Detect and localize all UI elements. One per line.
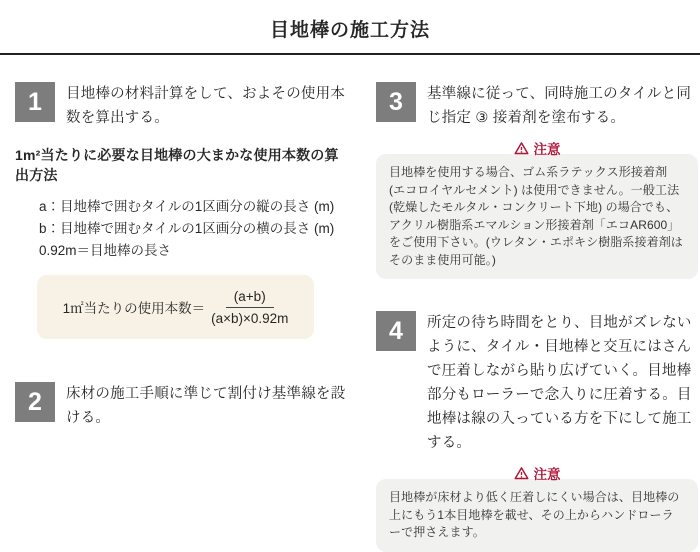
- caution-2-box: [376, 479, 698, 552]
- calc-definition-a: a：目地棒で囲むタイルの1区画分の縦の長さ (m): [39, 199, 335, 214]
- caution-1-label: [376, 138, 698, 158]
- step-4: [376, 311, 698, 455]
- formula-numerator: (a+b): [226, 289, 274, 308]
- calc-method-heading: 1m²当たりに必要な目地棒の大まかな使用本数の算出方法: [15, 147, 339, 183]
- formula-denominator: (a×b)×0.92m: [211, 310, 289, 326]
- step-3: [376, 82, 698, 130]
- warning-triangle-icon: [514, 466, 529, 481]
- content-columns: [0, 55, 700, 552]
- step-1: [15, 82, 348, 130]
- step-2: [15, 382, 348, 430]
- formula-fraction: [211, 289, 288, 326]
- calc-definition-length: 0.92m＝目地棒の長さ: [39, 243, 172, 258]
- step-3-number-badge: 3: [376, 82, 416, 122]
- step-1-number-badge: 1: [15, 82, 55, 122]
- formula-box: [37, 275, 314, 339]
- caution-2-text: 目地棒が床材より低く圧着しにくい場合は、目地棒の上にもう1本目地棒を載せ、その上からハンドローラーで押さえます。: [389, 490, 680, 539]
- caution-1-box: [376, 154, 698, 279]
- step-2-text: 床材の施工手順に準じて割付け基準線を設ける。: [66, 386, 346, 426]
- page-title: 目地棒の施工方法: [269, 20, 430, 41]
- formula-lhs: 1㎡当たりの使用本数＝: [62, 301, 206, 316]
- caution-1-text: 目地棒を使用する場合、ゴム系ラテックス形接着剤 (エコロイヤルセメント) は使用できません。一般工法 (乾燥したモルタル・コンクリート下地) の場合でも、アクリル樹脂系エマルション形接着剤「エコAR600」をご使用下さい。(ウレタン・エポキシ樹脂系接着剤はそのまま使用可能。): [389, 165, 683, 267]
- right-column: [376, 82, 698, 552]
- calc-definition-b: b：目地棒で囲むタイルの1区画分の横の長さ (m): [39, 221, 335, 236]
- calc-definitions: [15, 196, 348, 262]
- step-4-text: 所定の待ち時間をとり、目地がズレないように、タイル・目地棒と交互にはさんで圧着しながら貼り広げていく。目地棒部分もローラーで念入りに圧着する。目地棒は線の入っている方を下にして施工する。: [427, 315, 692, 451]
- caution-2-label-text: 注意: [533, 467, 561, 482]
- caution-1-label-text: 注意: [533, 142, 561, 157]
- step-2-number-badge: 2: [15, 382, 55, 422]
- caution-2-label: [376, 463, 698, 483]
- page-header: [0, 0, 700, 55]
- step-3-text: 基準線に従って、同時施工のタイルと同じ指定 ③ 接着剤を塗布する。: [427, 86, 692, 126]
- step-4-number-badge: 4: [376, 311, 416, 351]
- step-1-text: 目地棒の材料計算をして、およその使用本数を算出する。: [66, 86, 346, 126]
- left-column: [15, 82, 348, 552]
- warning-triangle-icon: [514, 141, 529, 156]
